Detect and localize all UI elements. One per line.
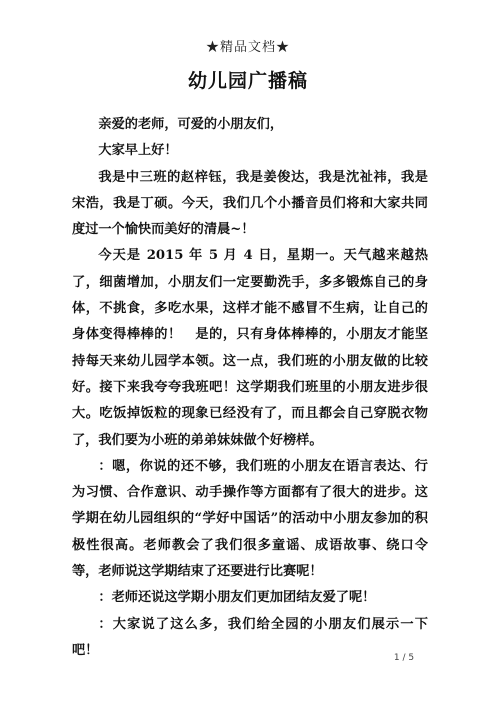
page-indicator: 1 / 5 (393, 653, 415, 663)
paragraph-greeting: 亲爱的老师，可爱的小朋友们， (98, 117, 284, 132)
document-body (72, 112, 428, 664)
paragraph-good-morning: 大家早上好！ (98, 143, 178, 159)
document-title: 幼儿园广播稿 (187, 70, 308, 92)
document-banner: ★精品文档★ (205, 40, 290, 55)
paragraph-unity: ：老师还说这学期小朋友们更加团结友爱了呢！ (98, 590, 376, 606)
paragraph-showcase: ：大家说了这么多，我们给全园的小朋友们展示一下吧！ (72, 616, 428, 658)
paragraph-introduction: 我是中三班的赵梓钰，我是姜俊达，我是沈祉祎，我是宋浩，我是丁硕。今天，我们几个小播音员们将和大家共同度过一个愉快而美好的清晨~！ (72, 169, 428, 238)
paragraph-date-health: 今天是 2015 年 5 月 4 日，星期一。天气越来越热了，细菌增加，小朋友们一定要勤洗手，多多锻炼自己的身体，不挑食，多吃水果，这样才能不感冒不生病，让自己的身体变得棒棒的！ 是的，只有身体棒棒的，小朋友才能坚持每天来幼儿园学本领。这一点，我们班的小朋友做的比较好。接下来我夸夸我班吧！这学期我们班里的小朋友进步很大。吃饭掉饭粒的现象已经没有了，而且都会自己穿脱衣物了，我们要为小班的弟弟妹妹做个好榜样。 (72, 248, 428, 448)
paragraph-progress: ：嗯，你说的还不够，我们班的小朋友在语言表达、行为习惯、合作意识、动手操作等方面都有了很大的进步。这学期在幼儿园组织的“学好中国话”的活动中小朋友参加的积极性很高。老师教会了我们很多童谣、成语故事、绕口令等，老师说这学期结束了还要进行比赛呢！ (72, 458, 428, 580)
